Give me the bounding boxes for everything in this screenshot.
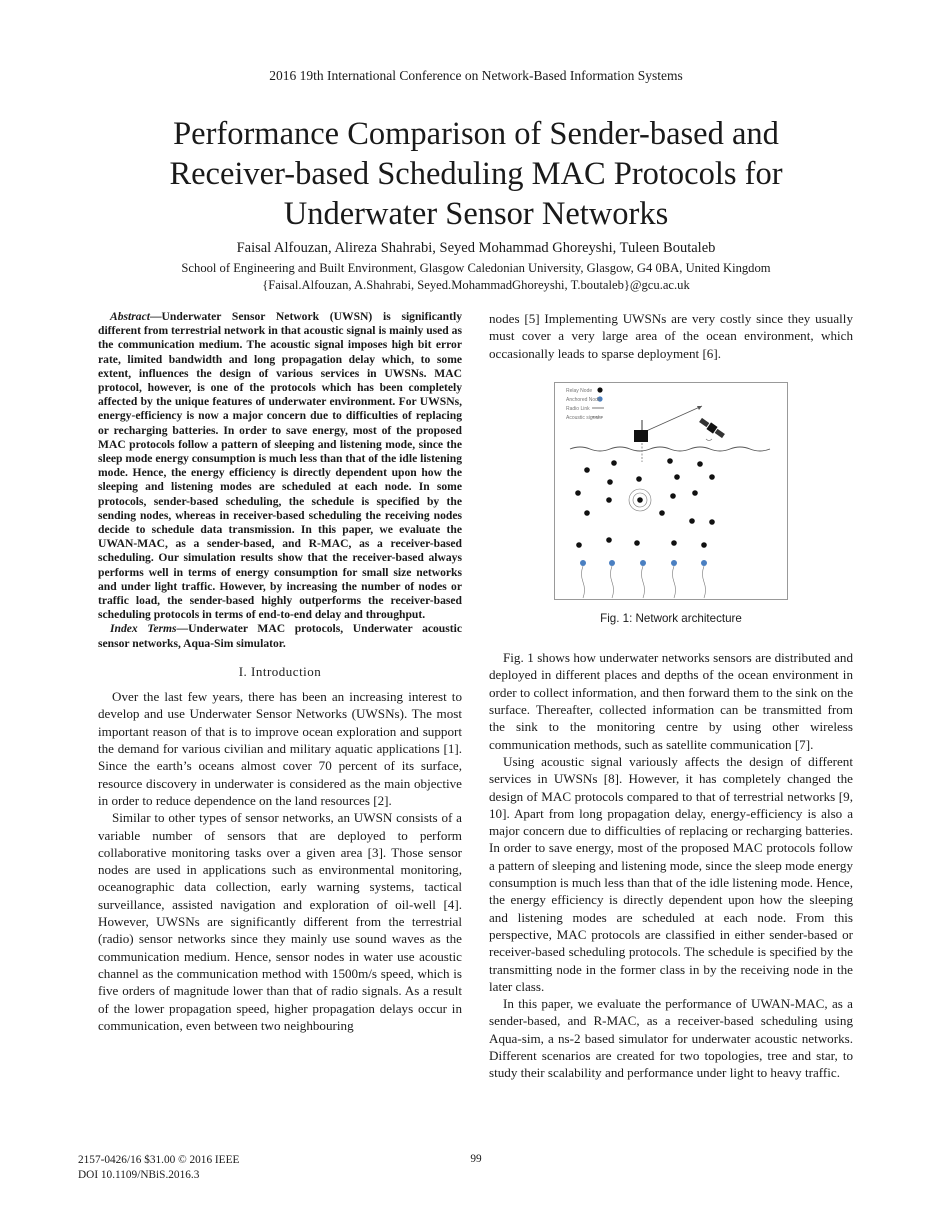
intro-paragraph-2-continued: nodes [5] Implementing UWSNs are very costly since they usually must cover a very large area of the ocean environment, which occasionally leads to sparse deployment [6]. — [489, 311, 853, 361]
paper-title — [60, 114, 892, 234]
section-heading-introduction: I. Introduction — [238, 663, 322, 679]
sensor-node — [701, 542, 707, 548]
network-architecture-diagram — [554, 382, 788, 600]
affiliation: School of Engineering and Built Environment, Glasgow Caledonian University, Glasgow, G4 0BA, United Kingdom — [181, 261, 771, 275]
legend-anchored-label: Anchored Node — [566, 396, 601, 403]
abstract — [98, 310, 462, 622]
author-emails: {Faisal.Alfouzan, A.Shahrabi, Seyed.MohammadGhoreyshi, T.boutaleb}@gcu.ac.uk — [262, 278, 690, 292]
right-column — [489, 310, 853, 1082]
sensor-node — [709, 474, 715, 480]
sensor-node — [697, 461, 703, 467]
authors: Faisal Alfouzan, Alireza Shahrabi, Seyed Mohammad Ghoreyshi, Tuleen Boutaleb — [236, 240, 716, 256]
index-terms-lead: Index Terms — [110, 622, 177, 636]
legend-acoustic-label: Acoustic signals — [566, 414, 602, 421]
page-number: 99 — [470, 1153, 482, 1165]
left-column — [98, 310, 462, 1034]
sensor-node — [575, 490, 581, 496]
sensor-node — [584, 510, 590, 516]
sensor-node — [637, 497, 643, 503]
sensor-node — [671, 540, 677, 546]
intro-paragraph-2: Similar to other types of sensor networks, an UWSN consists of a variable number of sensors that are deployed to perform collaborative monitoring tasks over a given area [3]. Those sensor nodes are used in applications such as environmental monitoring, oceanographic data collection, early warning systems, tactical surveillance, assisted navigation and exploration of oil-well [4]. However, UWSNs are significantly different from the terrestrial (radio) sensor networks since they mainly use sound waves as the communication medium. Hence, sensor nodes in water use acoustic channel as the communication method with 1500m/s speed, which is five orders of magnitude lower than that of radio signals. As a result of the lower propagation speed, higher propagation delays occur in communication, even between two neighbouring — [98, 810, 462, 1033]
sensor-node — [584, 467, 590, 473]
title-line-3: Underwater Sensor Networks — [283, 196, 669, 232]
anchored-node — [580, 560, 586, 566]
surface-sink-icon — [634, 430, 648, 442]
sensor-node — [670, 493, 676, 499]
intro-paragraph-1: Over the last few years, there has been an increasing interest to develop and use Underwater Sensor Networks (UWSNs). The most important reason of that is to improve ocean exploration and support the demand for various civilian and military aquatic applications [1]. Since the earth’s oceans almost cover 70 percent of its surface, resource discovery in underwater is considered as the main objective in order to reduce dependence on the land resources [2]. — [98, 689, 462, 808]
figure-1-caption: Fig. 1: Network architecture — [600, 611, 742, 625]
footer-doi: DOI 10.1109/NBiS.2016.3 — [78, 1169, 200, 1181]
footer-issn: 2157-0426/16 $31.00 © 2016 IEEE — [78, 1154, 240, 1166]
sensor-node — [689, 518, 695, 524]
sensor-node — [606, 537, 612, 543]
index-terms-text: —Underwater MAC protocols, Underwater acoustic sensor networks, Aqua-Sim simulator. — [98, 622, 462, 650]
intro-paragraph-3: Fig. 1 shows how underwater networks sensors are distributed and deployed in different places and depths of the ocean environment in order to collect information, and then forward them to the sink on the surface. Thereafter, collected information can be transmitted from the sink to the monitoring centre by using other wireless communication methods, such as satellite communication [7]. — [489, 650, 853, 752]
legend-radio-label: Radio Link — [566, 405, 590, 412]
sensor-node — [636, 476, 642, 482]
sensor-node — [634, 540, 640, 546]
sensor-node — [667, 458, 673, 464]
anchored-node — [609, 560, 615, 566]
intro-paragraph-4: Using acoustic signal variously affects the design of different services in UWSNs [8]. However, it has completely changed the design of MAC protocols compared to that of terrestrial networks [9, 10]. Apart from long propagation delay, energy-efficiency is also a major concern due to difficulties of replacing or recharging batteries. In order to save energy, most of the proposed MAC protocols follow a pattern of sleeping and listening mode, since the sleep mode energy consumption is much less than that of the idle listening mode. Hence, the energy efficiency is directly dependent upon how the sleeping and listening modes are scheduled at each node. From this perspective, MAC protocols are classified in either sender-based or receiver-based scheduling protocols. The schedule is specified by the transmitting node in the former class in by the receiving node in the later class. — [489, 753, 854, 994]
index-terms — [98, 622, 462, 650]
anchored-node — [701, 560, 707, 566]
figure-1 — [489, 382, 853, 627]
intro-paragraph-5: In this paper, we evaluate the performance of UWAN-MAC, as a sender-based, and R-MAC, as a receiver-based scheduling using Aqua-sim, a ns-2 based simulator for underwater acoustic networks. Different scenarios are created for two topologies, tree and star, to study their scalability and performance under light to heavy traffic. — [489, 996, 853, 1081]
sensor-node — [659, 510, 665, 516]
sensor-node — [709, 519, 715, 525]
anchored-node — [671, 560, 677, 566]
sensor-node — [611, 460, 617, 466]
conference-header: 2016 19th International Conference on Network-Based Information Systems — [269, 68, 683, 83]
title-line-2: Receiver-based Scheduling MAC Protocols for — [169, 156, 783, 192]
sensor-node — [692, 490, 698, 496]
abstract-lead: Abstract — [110, 310, 150, 323]
abstract-text: —Underwater Sensor Network (UWSN) is significantly different from terrestrial network in that acoustic signal is mainly used as the communication medium. The acoustic signal imposes high bit error rate, limited bandwidth and long propagation delay which, to some extent, influences the design of various services in UWSNs. MAC protocol, however, is one of the protocols which has been completely affected by the unique features of underwater environment. For UWSNs, energy-efficiency is now a major concern due to difficulties of replacing or recharging batteries. In order to save energy, most of the proposed MAC protocols follow a pattern of sleeping and listening mode, since the sleep mode energy consumption is much less than that of the idle listening mode. Hence, the energy efficiency is directly dependent upon how the sleeping and listening modes are scheduled at each node. In some protocols, sender-based scheduling, the schedule is specified by the sending nodes, whereas in receiver-based scheduling the receiving nodes decide to schedule data transmission. In this paper, we evaluate the UWAN-MAC, as a sender-based, and R-MAC, as a receiver-based scheduling. Our simulation results show that the receiver-based always performs well in terms of energy consumption for small size networks and under light traffic. However, by increasing the number of nodes or traffic load, the sender-based highly outperforms the receiver-based scheduling protocols in terms of end-to-end delay and throughput. — [98, 310, 462, 622]
anchored-node — [640, 560, 646, 566]
title-line-1: Performance Comparison of Sender-based and — [173, 116, 779, 152]
legend-relay-label: Relay Node — [566, 387, 593, 394]
sensor-node — [576, 542, 582, 548]
sensor-node — [606, 497, 612, 503]
sensor-node — [607, 479, 613, 485]
sensor-node — [674, 474, 680, 480]
legend-relay-symbol — [597, 387, 602, 392]
